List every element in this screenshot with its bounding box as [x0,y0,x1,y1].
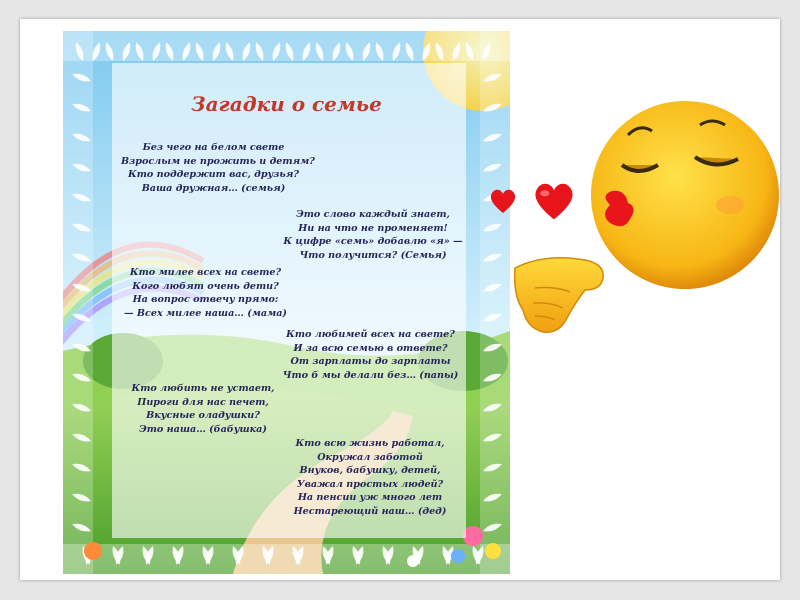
riddle-line: На вопрос отвечу прямо: [132,294,279,306]
riddle-2 [273,208,473,262]
riddle-line: Кто милее всех на свете? [129,267,282,278]
riddle-line: Пироги для нас печет, [137,396,269,408]
riddle-line: От зарплаты до зарплаты [290,356,451,368]
riddle-3 [113,266,298,320]
riddle-line: Ваша дружная… (семья) [141,182,286,194]
riddle-line: Это наша… (бабушка) [139,423,267,435]
riddle-line: Это слово каждый знает, [296,209,450,220]
riddle-line: Нестареющий наш… (дед) [293,505,447,517]
riddle-line: К цифре «семь» добавлю «я» — [283,236,463,248]
riddle-1 [121,141,315,195]
heart-icon [488,186,518,216]
riddle-line: Окружал заботой [317,451,423,463]
heart-icon [530,178,578,224]
riddle-line: Кто поддержит вас, друзья? [127,169,299,181]
hand-icon [505,248,615,338]
riddle-line: Что б мы делали без… (папы) [282,369,459,381]
riddle-line: Кто любимей всех на свете? [286,329,455,340]
riddle-line: Что получится? (Семья) [299,249,447,261]
riddle-poster [63,31,510,574]
riddle-line: Вкусные оладушки? [146,410,260,422]
riddle-line: На пенсии уж много лет [297,492,443,504]
riddle-line: Взрослым не прожить и детям? [121,155,315,167]
poster-title: Загадки о семье [191,92,382,116]
riddle-4 [278,328,463,382]
riddle-line: Кто всю жизнь работал, [295,438,445,449]
riddle-line: Ни на что не променяет! [298,222,448,234]
riddle-line: Кого любят очень дети? [132,280,279,292]
riddle-6 [280,437,460,519]
riddle-line: — Всех милее наша… (мама) [124,307,287,319]
riddle-5 [113,382,293,436]
riddle-line: Без чего на белом свете [142,142,285,153]
riddle-line: Кто любить не устает, [131,383,275,394]
riddle-line: Внуков, бабушку, детей, [299,465,441,477]
riddle-line: И за всю семью в ответе? [293,342,448,354]
riddle-line: Уважал простых людей? [296,478,444,490]
